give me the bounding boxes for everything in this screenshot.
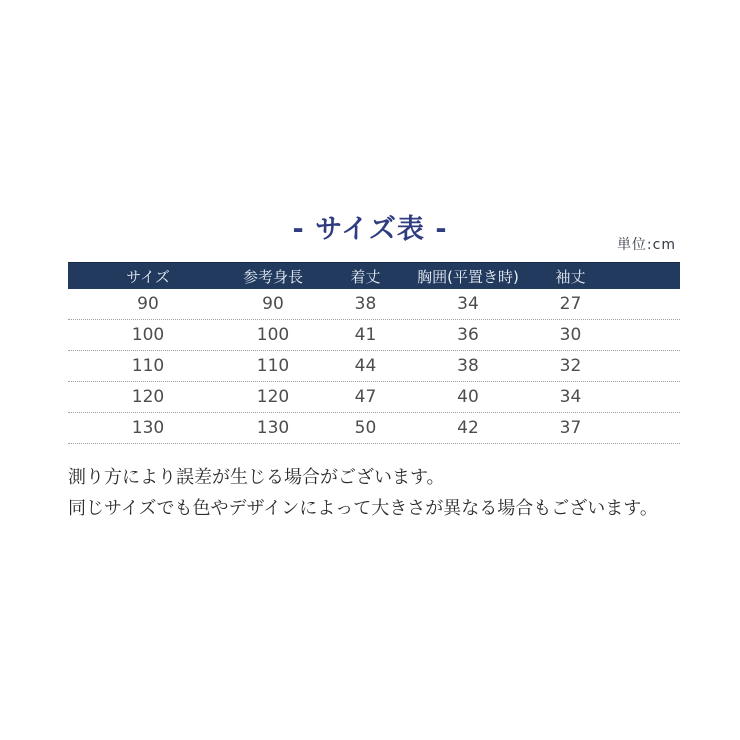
column-header-sleeve: 袖丈: [555, 267, 586, 286]
column-header-length: 着丈: [350, 267, 381, 286]
measurement-notes: [68, 462, 658, 524]
table-cell: 130: [131, 418, 165, 438]
column-header-size: サイズ: [126, 267, 170, 286]
table-row: [68, 413, 680, 444]
note-line: 同じサイズでも色やデザインによって大きさが異なる場合もございます。: [68, 498, 658, 519]
table-row: [68, 320, 680, 351]
table-cell: 32: [559, 356, 582, 376]
unit-label: 単位:cm: [616, 237, 676, 253]
table-cell: 100: [256, 325, 290, 345]
page-title: - サイズ表 -: [292, 214, 448, 245]
table-row: [68, 382, 680, 413]
table-cell: 120: [131, 387, 165, 407]
table-cell: 42: [457, 418, 479, 438]
table-cell: 34: [457, 294, 479, 314]
table-cell: 120: [256, 387, 290, 407]
table-cell: 37: [559, 418, 582, 438]
table-cell: 38: [354, 294, 377, 314]
size-table: [68, 262, 680, 444]
note-line: 測り方により誤差が生じる場合がございます。: [68, 467, 445, 488]
table-cell: 41: [354, 325, 377, 345]
table-cell: 47: [354, 387, 377, 407]
table-cell: 90: [262, 294, 284, 314]
table-cell: 40: [457, 387, 479, 407]
table-header-row: [68, 262, 680, 289]
table-cell: 130: [256, 418, 290, 438]
column-header-height: 参考身長: [242, 267, 303, 286]
table-cell: 38: [457, 356, 479, 376]
table-cell: 110: [256, 356, 290, 376]
table-cell: 90: [137, 294, 159, 314]
table-cell: 100: [131, 325, 165, 345]
table-cell: 30: [559, 325, 582, 345]
table-row: [68, 351, 680, 382]
table-cell: 50: [354, 418, 377, 438]
column-header-chest: 胸囲(平置き時): [417, 267, 519, 286]
table-cell: 44: [354, 356, 377, 376]
table-cell: 34: [559, 387, 582, 407]
table-cell: 36: [457, 325, 479, 345]
table-cell: 27: [559, 294, 582, 314]
table-cell: 110: [131, 356, 165, 376]
table-row: [68, 289, 680, 320]
